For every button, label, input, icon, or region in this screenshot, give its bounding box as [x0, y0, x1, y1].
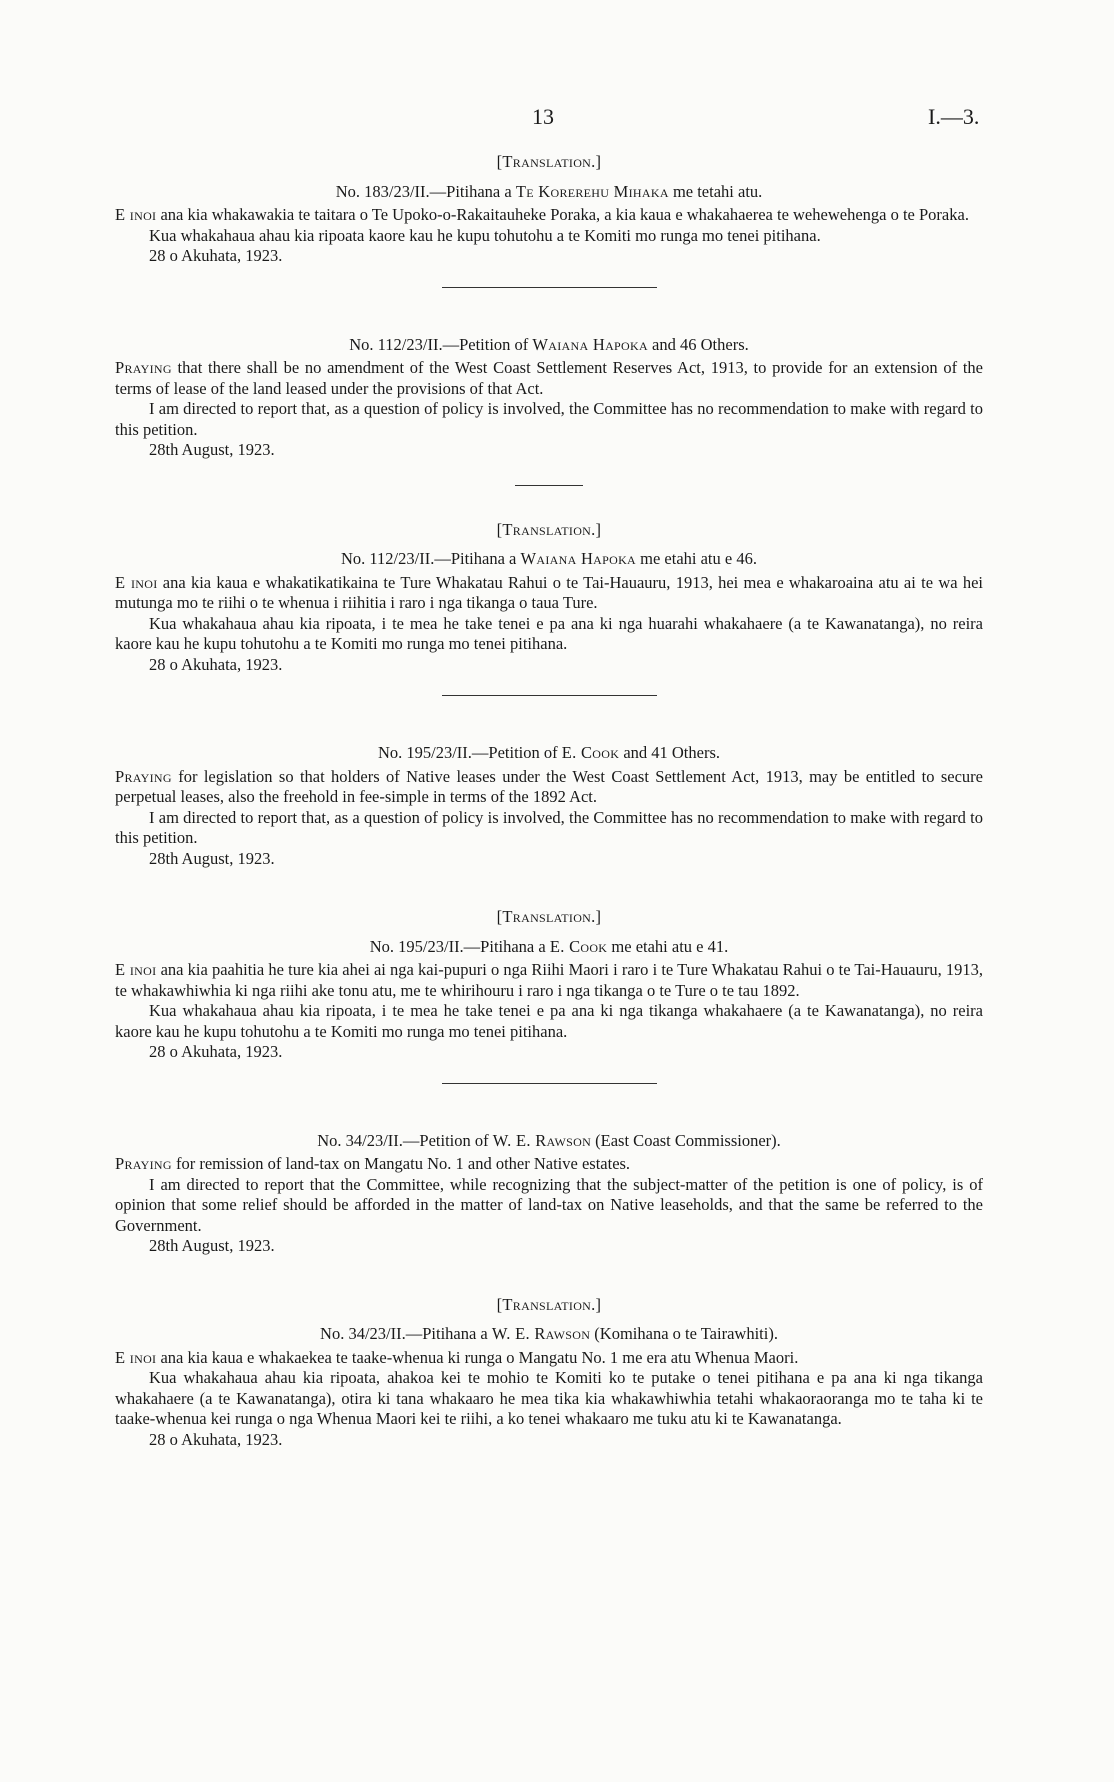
prayer-body: that there shall be no amendment of the West Coast Settlement Reserves Act, 1913, to provide for an extension of the terms of lease of the land leased under the provisions of that Act.	[115, 358, 983, 398]
prayer-lead: E inoi	[115, 205, 157, 224]
committee-report: I am directed to report that, as a question of policy is involved, the Committee has no recommendation to make with regard to this petition.	[115, 807, 983, 847]
title-suffix: and 46 Others.	[647, 334, 749, 354]
title-prefix: No. 34/23/II.—Petition of	[317, 1130, 493, 1150]
prayer-lead: E inoi	[115, 572, 158, 592]
petition-34	[115, 1131, 983, 1257]
title-suffix: me tetahi atu.	[668, 181, 763, 201]
petition-title	[115, 335, 983, 356]
title-suffix: (East Coast Commissioner).	[591, 1130, 781, 1150]
report-date: 28th August, 1923.	[149, 848, 275, 868]
title-prefix: No. 195/23/II.—Petition of	[377, 743, 562, 762]
title-suffix: and 41 Others.	[619, 743, 721, 762]
committee-report: I am directed to report that the Committee, while recognizing that the subject-matter of the petition is one of policy, is of opinion that some relief should be afforded in the matter of land-tax on Native leaseholds, and that the same be referred to the Government.	[115, 1174, 983, 1235]
petition-prayer	[115, 358, 983, 399]
section-divider	[442, 1083, 657, 1084]
report-date: 28 o Akuhata, 1923.	[149, 654, 283, 674]
report-date: 28 o Akuhata, 1923.	[149, 1429, 283, 1449]
petition-prayer	[115, 960, 983, 1001]
prayer-lead: Praying	[115, 1154, 172, 1173]
prayer-body: for remission of land-tax on Mangatu No. 1 and other Native estates.	[171, 1154, 631, 1173]
petitioner-name: W. E. Rawson	[492, 1130, 592, 1150]
petition-title	[115, 1131, 983, 1152]
paper-reference: I.—3.	[928, 104, 980, 129]
title-prefix: No. 183/23/II.—Pitihana a	[335, 181, 516, 201]
petition-195-translation	[115, 907, 983, 1063]
prayer-body: ana kia kaua e whakaekea te taake-whenua ki runga o Mangatu No. 1 me era atu Whenua Maori.	[156, 1347, 799, 1367]
petitioner-name: E. Cook	[549, 936, 608, 956]
petition-34-translation	[115, 1295, 983, 1451]
title-prefix: No. 112/23/II.—Pitihana a	[341, 549, 521, 568]
petitioner-name: W. E. Rawson	[491, 1324, 591, 1343]
report-date: 28th August, 1923.	[149, 1236, 275, 1255]
prayer-lead: Praying	[115, 766, 172, 786]
section-divider	[442, 695, 657, 696]
section-gap	[115, 869, 983, 907]
title-suffix: me etahi atu e 41.	[607, 936, 729, 956]
translation-label: [Translation.]	[496, 152, 602, 171]
prayer-lead: E inoi	[115, 960, 157, 979]
petition-183-translation	[115, 152, 983, 267]
prayer-body: ana kia whakawakia te taitara o Te Upoko-o-Rakaitauheke Poraka, a kia kaua e whakahaerea te wehewehenga o te Poraka.	[156, 205, 969, 224]
petitioner-name: E. Cook	[561, 743, 620, 762]
page-content	[115, 152, 983, 1450]
prayer-lead: E inoi	[115, 1347, 157, 1367]
title-suffix: me etahi atu e 46.	[636, 549, 757, 568]
section-gap	[115, 1257, 983, 1295]
petition-title	[115, 549, 983, 570]
page-header	[0, 104, 1114, 134]
translation-label: [Translation.]	[496, 907, 602, 926]
petition-prayer	[115, 573, 983, 614]
title-prefix: No. 34/23/II.—Pitihana a	[320, 1324, 492, 1343]
committee-report: Kua whakahaua ahau kia ripoata, i te mea he take tenei e pa ana ki nga huarahi whakahaere (a te Kawanatanga), no reira kaore kau he kupu tohutohu a te Komiti mo runga mo tenei pitihana.	[115, 613, 983, 653]
title-suffix: (Komihana o te Tairawhiti).	[590, 1324, 778, 1343]
petitioner-name: Te Korerehu Mihaka	[515, 181, 669, 201]
petition-prayer	[115, 1154, 983, 1175]
prayer-body: ana kia paahitia he ture kia ahei ai nga kai-pupuri o nga Riihi Maori i raro i te Ture Whakatau Rahui o te Tai-Hauauru, 1913, te whakawhiwhia ki nga riihi ake tonu atu, me te whirihouru i raro i nga tikanga o te Ture o te tau 1892.	[115, 960, 983, 1000]
translation-label: [Translation.]	[496, 1294, 602, 1314]
petition-prayer	[115, 1348, 983, 1369]
title-prefix: No. 112/23/II.—Petition of	[349, 334, 533, 354]
petition-title	[115, 182, 983, 203]
petition-title	[115, 1324, 983, 1345]
section-divider	[442, 287, 657, 288]
page-number: 13	[532, 104, 554, 129]
petition-112-translation	[115, 520, 983, 676]
committee-report: I am directed to report that, as a question of policy is involved, the Committee has no recommendation to make with regard to this petition.	[115, 399, 983, 439]
committee-report: Kua whakahaua ahau kia ripoata, i te mea he take tenei e pa ana ki nga tikanga whakahaere (a te Kawanatanga), no reira kaore kau he kupu tohutohu a te Komiti mo runga mo tenei pitihana.	[115, 1001, 983, 1041]
petitioner-name: Waiana Hapoka	[532, 334, 648, 354]
petitioner-name: Waiana Hapoka	[520, 549, 637, 568]
petition-title	[115, 743, 983, 764]
report-date: 28 o Akuhata, 1923.	[149, 1042, 283, 1061]
petition-prayer	[115, 767, 983, 808]
committee-report: Kua whakahaua ahau kia ripoata kaore kau he kupu tohutohu a te Komiti mo runga mo tenei pitihana.	[149, 225, 821, 245]
prayer-body: ana kia kaua e whakatikatikaina te Ture Whakatau Rahui o te Tai-Hauauru, 1913, hei mea e whakaroaina atu ai te wa hei mutunga mo te riihi o te whenua i riihitia i raro i nga tikanga o taua Ture.	[115, 572, 983, 612]
report-date: 28th August, 1923.	[149, 440, 275, 459]
petition-112	[115, 335, 983, 461]
petition-title	[115, 937, 983, 958]
prayer-body: for legislation so that holders of Native leases under the West Coast Settlement Act, 1913, may be entitled to secure perpetual leases, also the freehold in fee-simple in terms of the 1892 Act.	[115, 766, 983, 806]
petition-prayer	[115, 205, 983, 226]
translation-label: [Translation.]	[496, 519, 602, 539]
committee-report: Kua whakahaua ahau kia ripoata, ahakoa kei te mohio te Komiti ko te putake o tenei pitihana e pa ana ki nga tikanga whakahaere (a te Kawanatanga), otira ki tana whakaaro he mea tika kia whakawhiwhia tetahi whakaoraoranga mo te taha ki te taake-whenua kei runga o nga Whenua Maori kei te riihi, a ko tenei whakaaro me tuku atu ki te Kawanatanga.	[115, 1368, 983, 1428]
title-prefix: No. 195/23/II.—Pitihana a	[369, 936, 550, 956]
translation-divider	[515, 485, 583, 486]
petition-195	[115, 743, 983, 869]
prayer-lead: Praying	[115, 358, 172, 377]
report-date: 28 o Akuhata, 1923.	[149, 246, 283, 265]
